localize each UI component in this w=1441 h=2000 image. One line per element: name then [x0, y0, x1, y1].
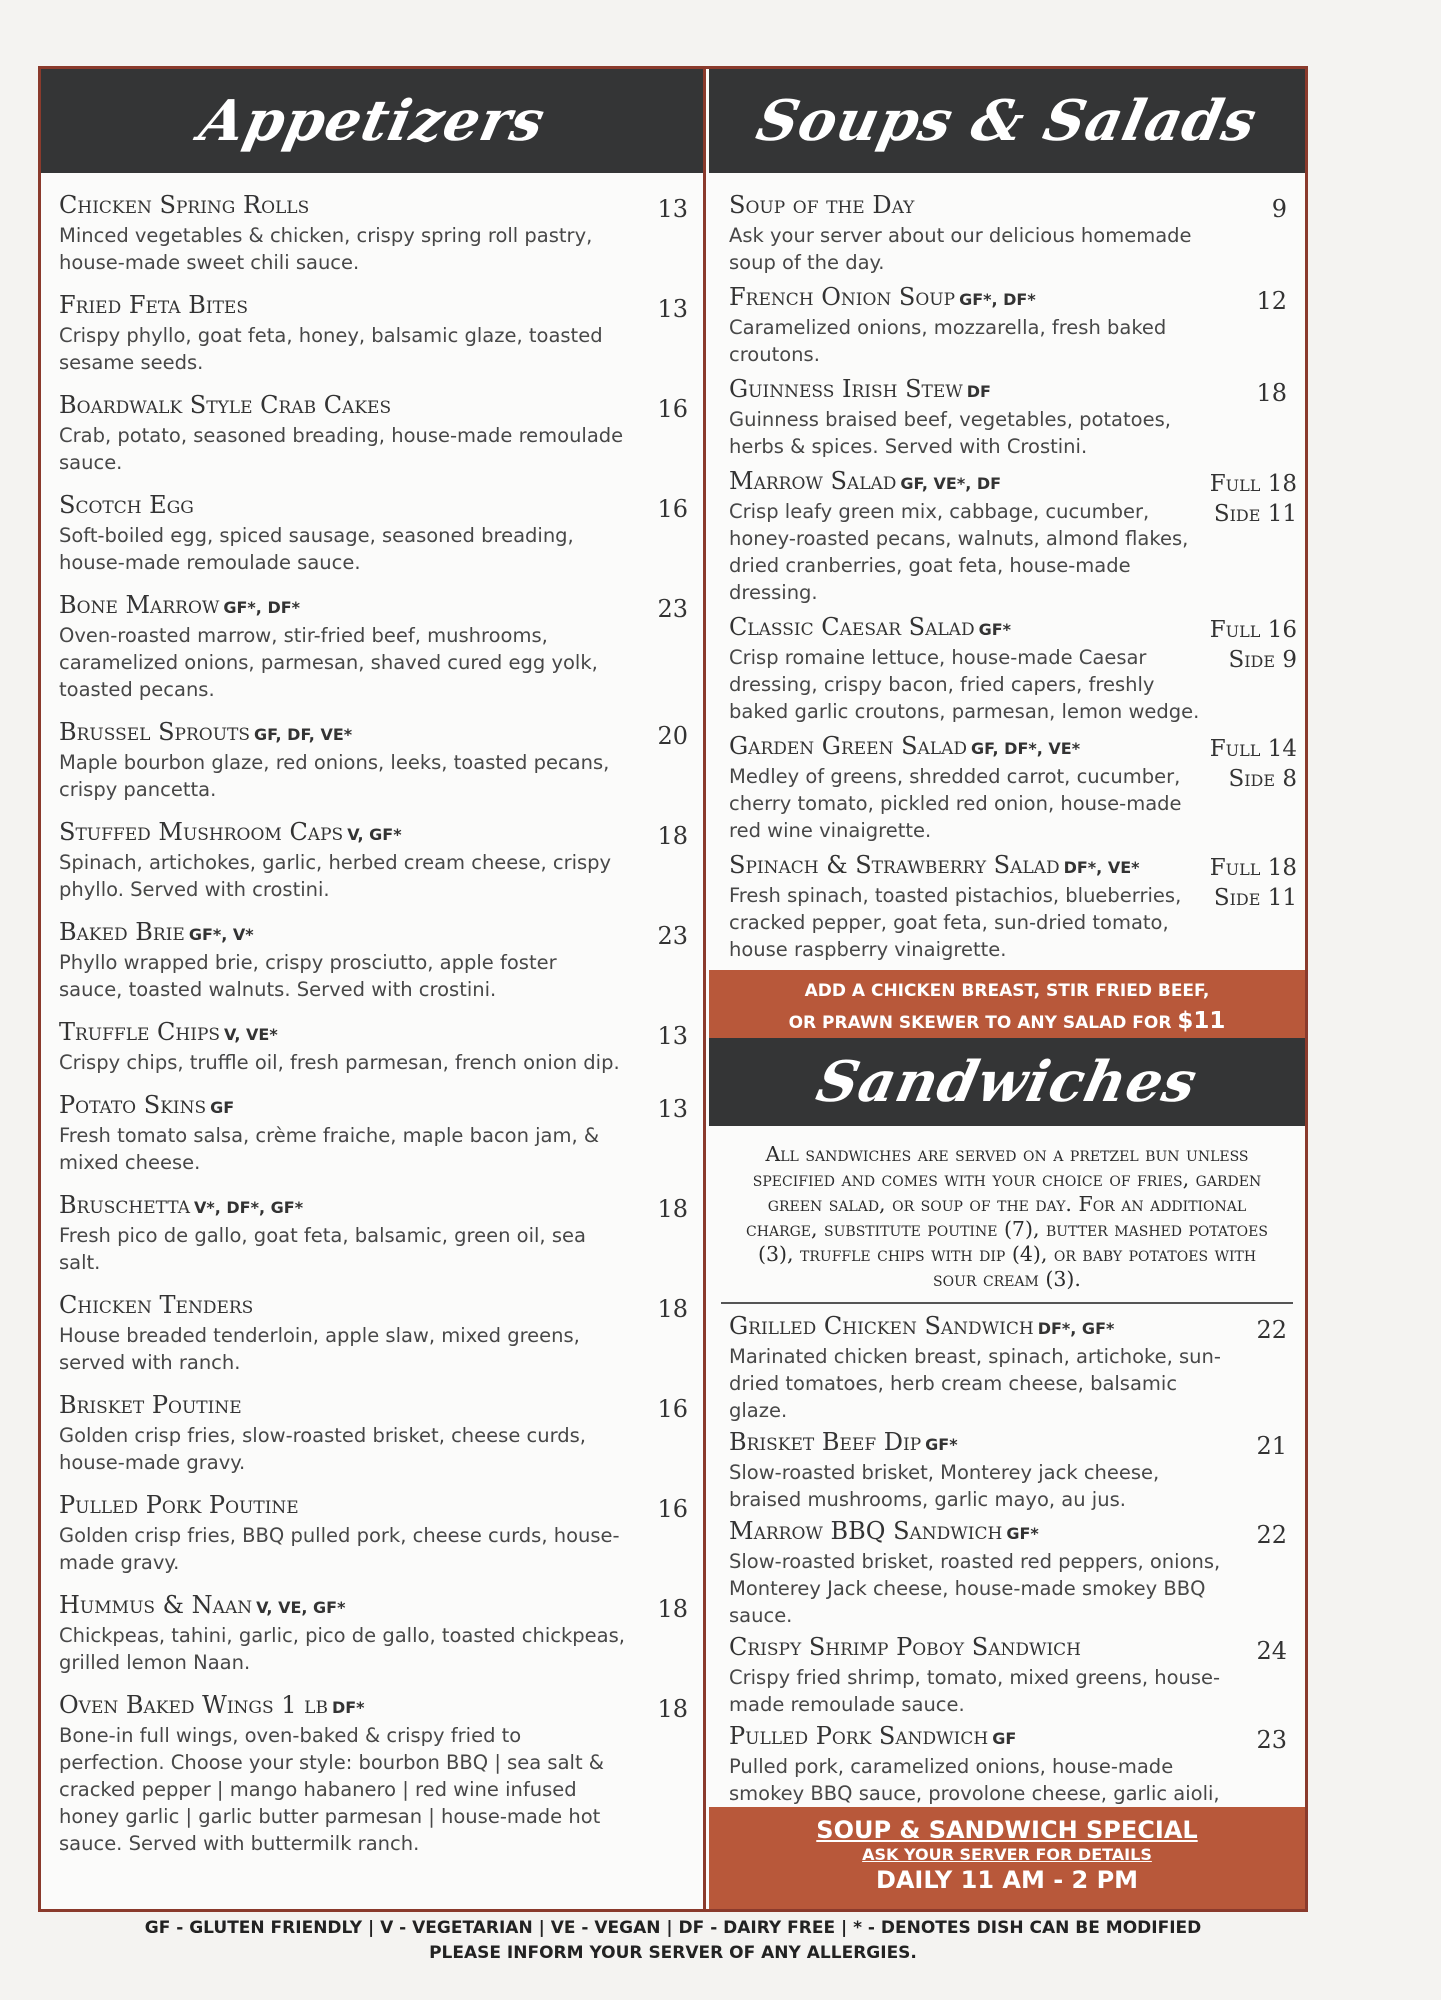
item-price: 18 — [657, 1695, 688, 1723]
appetizers-banner — [41, 69, 703, 173]
item-tags: GF* — [925, 1435, 958, 1454]
menu-item — [59, 1691, 706, 1857]
item-tags: GF*, V* — [188, 925, 254, 944]
item-name: Bone Marrow — [59, 591, 220, 619]
item-tags: GF — [992, 1729, 1017, 1748]
item-description: Bone-in full wings, oven-baked & crispy fried to perfection. Choose your style: bourbon BBQ | sea salt & cracked pepper | mango habanero | red wine infused honey garlic | garlic butter parmesan | house-made hot sauce. Served with buttermilk ranch. — [59, 1724, 604, 1855]
item-tags: GF, VE*, DF — [900, 474, 1002, 493]
item-name: Baked Brie — [59, 918, 185, 946]
menu-item — [59, 491, 706, 576]
item-price: 12 — [1256, 287, 1287, 315]
item-price: 13 — [657, 295, 688, 323]
special-subtitle: ASK YOUR SERVER FOR DETAILS — [862, 1845, 1152, 1864]
item-description: Crispy fried shrimp, tomato, mixed greens, house-made remoulade sauce. — [729, 1666, 1221, 1716]
item-name: Brussel Sprouts — [59, 718, 251, 746]
item-tags: GF* — [978, 620, 1012, 639]
side-price: Side 8 — [1228, 766, 1297, 792]
addon-price: $11 — [1177, 1008, 1226, 1034]
item-description: Golden crisp fries, BBQ pulled pork, cheese curds, house-made gravy. — [59, 1524, 620, 1574]
menu-item — [59, 291, 706, 376]
item-price: 18 — [657, 1295, 688, 1323]
item-price: 18 — [657, 822, 688, 850]
menu-sheet — [38, 66, 1308, 1912]
menu-item — [59, 1018, 706, 1076]
item-price: 21 — [1256, 1432, 1287, 1460]
full-price: Full 18 — [1209, 471, 1297, 497]
menu-item — [59, 1191, 706, 1276]
appetizers-list — [41, 173, 706, 1857]
item-tags: GF — [210, 1098, 235, 1117]
item-tags: DF* — [331, 1698, 365, 1717]
item-name: Boardwalk Style Crab Cakes — [59, 391, 392, 419]
item-tags: GF*, DF* — [959, 290, 1036, 309]
item-tags: DF*, VE* — [1063, 858, 1140, 877]
item-tags: GF, DF, VE* — [254, 725, 353, 744]
item-price: 23 — [657, 595, 688, 623]
item-price: 18 — [657, 1195, 688, 1223]
menu-item — [729, 375, 1305, 460]
addon-line-1: ADD A CHICKEN BREAST, STIR FRIED BEEF, — [804, 981, 1210, 1001]
item-tags: DF*, GF* — [1037, 1319, 1115, 1338]
menu-item — [59, 1591, 706, 1676]
side-price: Side 11 — [1213, 501, 1297, 527]
item-name: Stuffed Mushroom Caps — [59, 818, 344, 846]
item-tags: V*, DF*, GF* — [194, 1198, 304, 1217]
salad-item — [729, 732, 1305, 844]
item-tags: V, VE, GF* — [256, 1598, 346, 1617]
item-name: Grilled Chicken Sandwich — [729, 1312, 1034, 1340]
item-description: House breaded tenderloin, apple slaw, mixed greens, served with ranch. — [59, 1324, 580, 1374]
item-tags: GF*, DF* — [223, 598, 301, 617]
item-description: Caramelized onions, mozzarella, fresh baked croutons. — [729, 316, 1167, 366]
item-description: Ask your server about our delicious homemade soup of the day. — [729, 224, 1192, 274]
item-name: Crispy Shrimp Poboy Sandwich — [729, 1633, 1081, 1661]
full-price: Full 16 — [1209, 617, 1297, 643]
item-description: Spinach, artichokes, garlic, herbed cream cheese, crispy phyllo. Served with crostini. — [59, 851, 612, 901]
item-price: 20 — [657, 722, 688, 750]
item-name: Soup of the Day — [729, 191, 915, 219]
item-name: Chicken Tenders — [59, 1291, 254, 1319]
item-name: Brisket Beef Dip — [729, 1428, 922, 1456]
item-price: 16 — [657, 395, 688, 423]
item-price: 13 — [657, 195, 688, 223]
salad-addon-banner — [709, 970, 1305, 1038]
item-description: Crispy chips, truffle oil, fresh parmesan, french onion dip. — [59, 1051, 620, 1074]
item-description: Marinated chicken breast, spinach, artichoke, sun-dried tomatoes, herb cream cheese, balsamic glaze. — [729, 1345, 1221, 1422]
item-price: 23 — [1256, 1726, 1287, 1754]
item-description: Guinness braised beef, vegetables, potatoes, herbs & spices. Served with Crostini. — [729, 408, 1171, 458]
item-description: Crisp leafy green mix, cabbage, cucumber, honey-roasted pecans, walnuts, almond flakes, dried cranberries, goat feta, house-made dressing. — [729, 500, 1189, 604]
menu-item — [59, 718, 706, 803]
item-name: Scotch Egg — [59, 491, 194, 519]
item-description: Fresh tomato salsa, crème fraiche, maple bacon jam, & mixed cheese. — [59, 1124, 600, 1174]
item-tags: GF* — [1006, 1524, 1039, 1543]
item-description: Fresh pico de gallo, goat feta, balsamic, green oil, sea salt. — [59, 1224, 586, 1274]
item-price: 9 — [1271, 195, 1287, 223]
appetizers-column — [41, 69, 706, 1909]
item-name: Guinness Irish Stew — [729, 375, 963, 403]
item-tags: V, VE* — [224, 1025, 278, 1044]
full-price: Full 14 — [1209, 736, 1297, 762]
item-name: Hummus & Naan — [59, 1591, 253, 1619]
item-description: Chickpeas, tahini, garlic, pico de gallo, toasted chickpeas, grilled lemon Naan. — [59, 1624, 625, 1674]
menu-item — [59, 1291, 706, 1376]
item-description: Minced vegetables & chicken, crispy spring roll pastry, house-made sweet chili sauce. — [59, 224, 593, 274]
item-name: Brisket Poutine — [59, 1391, 242, 1419]
full-price: Full 18 — [1209, 855, 1297, 881]
item-name: Chicken Spring Rolls — [59, 191, 310, 219]
item-description: Slow-roasted brisket, roasted red peppers, onions, Monterey Jack cheese, house-made smokey BBQ sauce. — [729, 1550, 1221, 1627]
side-price: Side 11 — [1213, 885, 1297, 911]
soups-salads-title: Soups & Salads — [751, 88, 1263, 154]
item-name: Oven Baked Wings 1 lb — [59, 1691, 328, 1719]
item-name: Classic Caesar Salad — [729, 613, 975, 641]
item-description: Crisp romaine lettuce, house-made Caesar dressing, crispy bacon, fried capers, freshly baked garlic croutons, parmesan, lemon wedge. — [729, 646, 1200, 723]
item-description: Pulled pork, caramelized onions, house-made smokey BBQ sauce, provolone cheese, garlic aioli, — [729, 1755, 1220, 1805]
item-name: Garden Green Salad — [729, 732, 968, 760]
item-price: 16 — [657, 495, 688, 523]
legend-footer — [38, 1916, 1308, 1966]
item-name: Fried Feta Bites — [59, 291, 248, 319]
item-tags: GF, DF*, VE* — [971, 739, 1081, 758]
salad-item — [729, 467, 1305, 606]
item-name: Pulled Pork Sandwich — [729, 1722, 989, 1750]
appetizers-title: Appetizers — [193, 88, 551, 154]
item-name: Potato Skins — [59, 1091, 207, 1119]
sandwiches-banner — [709, 1038, 1305, 1126]
item-price: 13 — [657, 1022, 688, 1050]
item-description: Fresh spinach, toasted pistachios, blueberries, cracked pepper, goat feta, sun-dried tomato, house raspberry vinaigrette. — [729, 884, 1182, 961]
menu-item — [59, 591, 706, 703]
item-price: 22 — [1256, 1316, 1287, 1344]
item-price: 13 — [657, 1095, 688, 1123]
menu-item — [59, 1491, 706, 1576]
salad-item — [729, 613, 1305, 725]
sandwiches-title: Sandwiches — [810, 1049, 1204, 1115]
item-description: Crispy phyllo, goat feta, honey, balsamic glaze, toasted sesame seeds. — [59, 324, 603, 374]
menu-item — [729, 1428, 1305, 1513]
item-name: Pulled Pork Poutine — [59, 1491, 299, 1519]
dietary-legend: GF - GLUTEN FRIENDLY | V - VEGETARIAN | VE - VEGAN | DF - DAIRY FREE | * - DENOTES DISH CAN BE MODIFIED — [144, 1918, 1202, 1938]
menu-item — [59, 818, 706, 903]
menu-item — [729, 1517, 1305, 1629]
item-name: Bruschetta — [59, 1191, 190, 1219]
soups-salads-banner — [709, 69, 1305, 173]
menu-item — [59, 1391, 706, 1476]
menu-item — [59, 1091, 706, 1176]
item-price: 16 — [657, 1395, 688, 1423]
item-description: Crab, potato, seasoned breading, house-made remoulade sauce. — [59, 424, 624, 474]
item-tags: V, GF* — [347, 825, 402, 844]
allergy-notice: PLEASE INFORM YOUR SERVER OF ANY ALLERGIES. — [429, 1943, 917, 1963]
salad-item — [729, 851, 1305, 963]
sandwiches-note: All sandwiches are served on a pretzel bun unless specified and comes with your choice of fries, garden green salad, or soup of the day. For an additional charge, substitute poutine (7), butter mashed potatoes (3), truffle chips with dip (4), or baby potatoes with sour cream (3). — [721, 1126, 1293, 1304]
item-description: Golden crisp fries, slow-roasted brisket, cheese curds, house-made gravy. — [59, 1424, 587, 1474]
item-name: Marrow Salad — [729, 467, 897, 495]
item-description: Maple bourbon glaze, red onions, leeks, toasted pecans, crispy pancetta. — [59, 751, 610, 801]
menu-item — [59, 918, 706, 1003]
side-price: Side 9 — [1228, 647, 1297, 673]
item-description: Slow-roasted brisket, Monterey jack cheese, braised mushrooms, garlic mayo, au jus. — [729, 1461, 1160, 1511]
item-price: 16 — [657, 1495, 688, 1523]
special-hours: DAILY 11 AM - 2 PM — [875, 1866, 1139, 1894]
menu-item — [729, 191, 1305, 276]
addon-line-2: OR PRAWN SKEWER TO ANY SALAD FOR — [788, 1013, 1172, 1033]
menu-item — [729, 1312, 1305, 1424]
soup-sandwich-special — [709, 1807, 1305, 1909]
item-price: 22 — [1256, 1521, 1287, 1549]
item-price: 23 — [657, 922, 688, 950]
item-description: Oven-roasted marrow, stir-fried beef, mushrooms, caramelized onions, parmesan, shaved cured egg yolk, toasted pecans. — [59, 624, 598, 701]
menu-item — [59, 191, 706, 276]
item-name: Marrow BBQ Sandwich — [729, 1517, 1003, 1545]
sandwiches-list — [709, 1304, 1305, 1834]
menu-item — [729, 1633, 1305, 1718]
item-description: Medley of greens, shredded carrot, cucumber, cherry tomato, pickled red onion, house-made red wine vinaigrette. — [729, 765, 1182, 842]
soups-sandwiches-column — [709, 69, 1305, 1909]
item-description: Phyllo wrapped brie, crispy prosciutto, apple foster sauce, toasted walnuts. Served with crostini. — [59, 951, 557, 1001]
item-price: 24 — [1256, 1637, 1287, 1665]
item-name: French Onion Soup — [729, 283, 956, 311]
menu-item — [729, 283, 1305, 368]
special-title: SOUP & SANDWICH SPECIAL — [816, 1816, 1198, 1844]
item-name: Truffle Chips — [59, 1018, 221, 1046]
item-tags: DF — [966, 382, 991, 401]
item-description: Soft-boiled egg, spiced sausage, seasoned breading, house-made remoulade sauce. — [59, 524, 574, 574]
menu-item — [59, 391, 706, 476]
item-price: 18 — [657, 1595, 688, 1623]
soups-salads-list — [709, 173, 1305, 963]
item-name: Spinach & Strawberry Salad — [729, 851, 1060, 879]
item-price: 18 — [1256, 379, 1287, 407]
